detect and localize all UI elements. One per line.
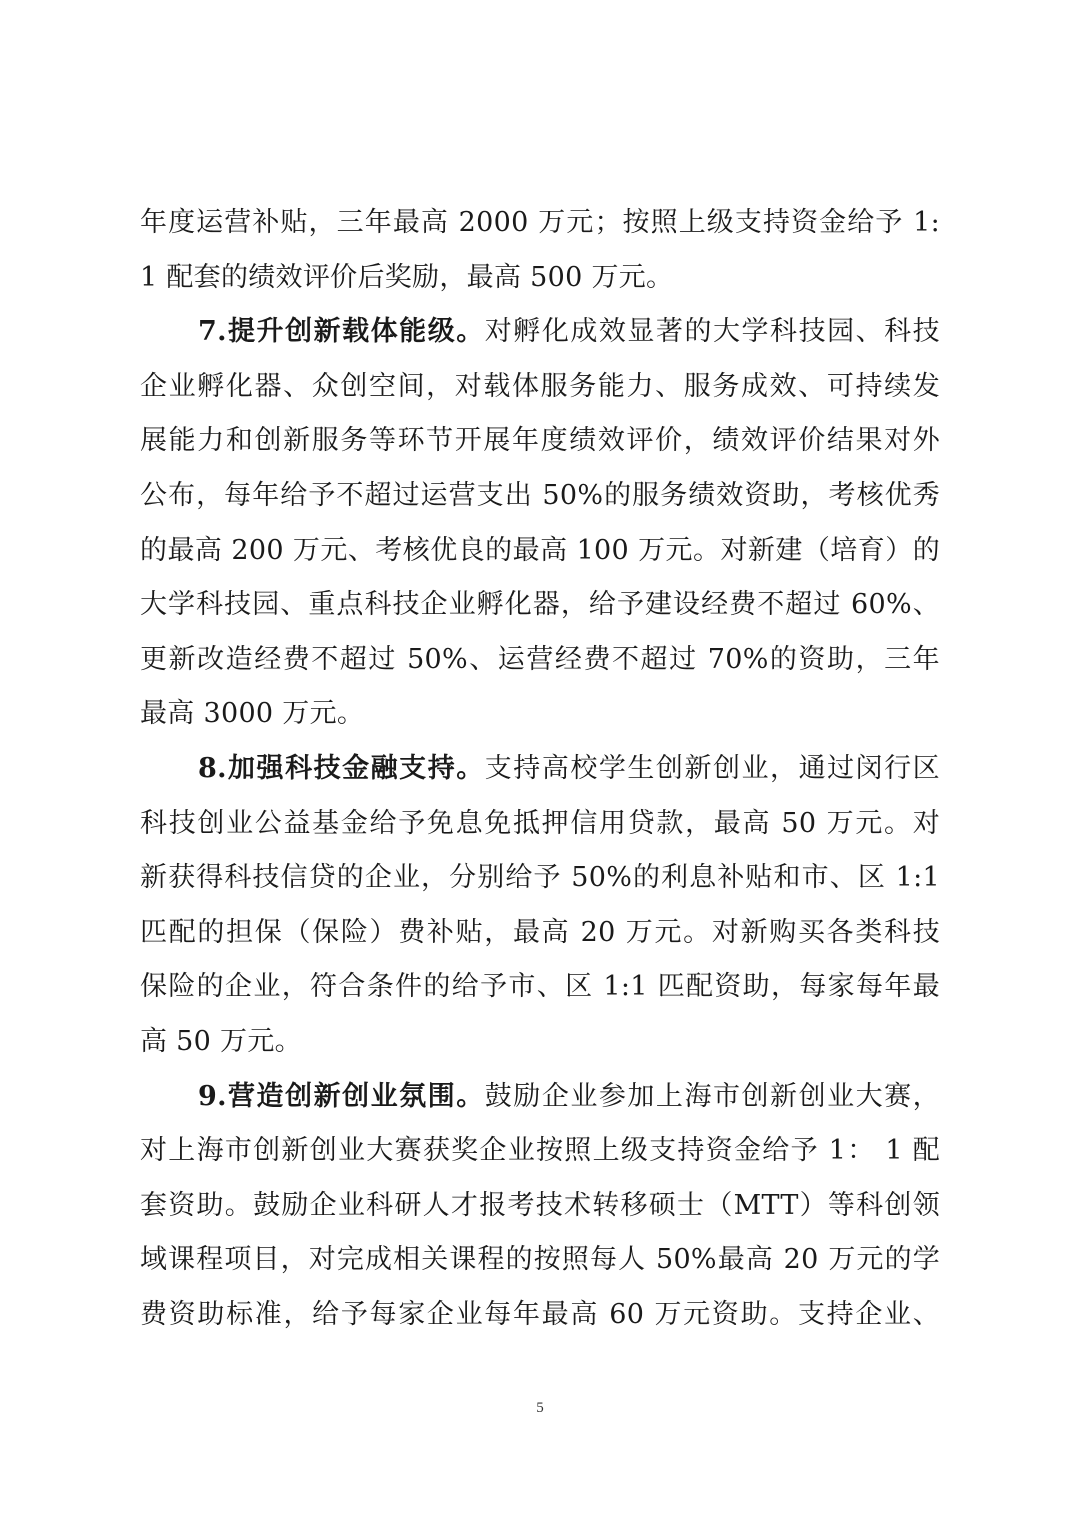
paragraph-7-first-line (140, 305, 940, 360)
paragraph-9-first-line (140, 1070, 940, 1125)
paragraph-8-first-line (140, 742, 940, 797)
text-line: 对上海市创新创业大赛获奖企业按照上级支持资金给予 1： 1 配 (140, 1135, 940, 1167)
text-line: 最高 3000 万元。 (140, 698, 365, 730)
text-span: 支持高校学生创新创业，通过闵行区 (484, 752, 940, 784)
page-number: 5 (536, 1400, 544, 1416)
text-line: 新获得科技信贷的企业，分别给予 50%的利息补贴和市、区 1:1 (140, 862, 940, 894)
text-line: 展能力和创新服务等环节开展年度绩效评价，绩效评价结果对外 (140, 425, 940, 457)
section-heading-8: 8.加强科技金融支持。 (198, 752, 485, 784)
section-heading-7: 7.提升创新载体能级。 (198, 316, 485, 348)
text-line: 大学科技园、重点科技企业孵化器，给予建设经费不超过 60%、 (140, 589, 940, 621)
text-line: 更新改造经费不超过 50%、运营经费不超过 70%的资助，三年 (140, 643, 940, 675)
text-line: 套资助。鼓励企业科研人才报考技术转移硕士（MTT）等科创领 (140, 1189, 940, 1221)
text-line: 企业孵化器、众创空间，对载体服务能力、服务成效、可持续发 (140, 370, 940, 402)
text-span: 鼓励企业参加上海市创新创业大赛， (484, 1080, 940, 1112)
text-line: 年度运营补贴，三年最高 2000 万元；按照上级支持资金给予 1: (140, 207, 940, 238)
text-line: 保险的企业，符合条件的给予市、区 1:1 匹配资助，每家每年最 (140, 971, 940, 1003)
text-line: 域课程项目，对完成相关课程的按照每人 50%最高 20 万元的学 (140, 1244, 940, 1276)
text-line: 1 配套的绩效评价后奖励，最高 500 万元。 (140, 261, 674, 293)
text-line: 高 50 万元。 (140, 1025, 302, 1057)
document-body (140, 196, 940, 1342)
text-line: 科技创业公益基金给予免息免抵押信用贷款，最高 50 万元。对 (140, 807, 940, 839)
text-line: 公布，每年给予不超过运营支出 50%的服务绩效资助，考核优秀 (140, 479, 940, 511)
text-span: 对孵化成效显著的大学科技园、科技 (484, 316, 940, 348)
section-heading-9: 9.营造创新创业氛围。 (198, 1080, 485, 1112)
text-line: 匹配的担保（保险）费补贴，最高 20 万元。对新购买各类科技 (140, 916, 940, 948)
text-line: 的最高 200 万元、考核优良的最高 100 万元。对新建（培育）的 (140, 534, 940, 566)
text-line: 费资助标准，给予每家企业每年最高 60 万元资助。支持企业、 (140, 1298, 940, 1330)
